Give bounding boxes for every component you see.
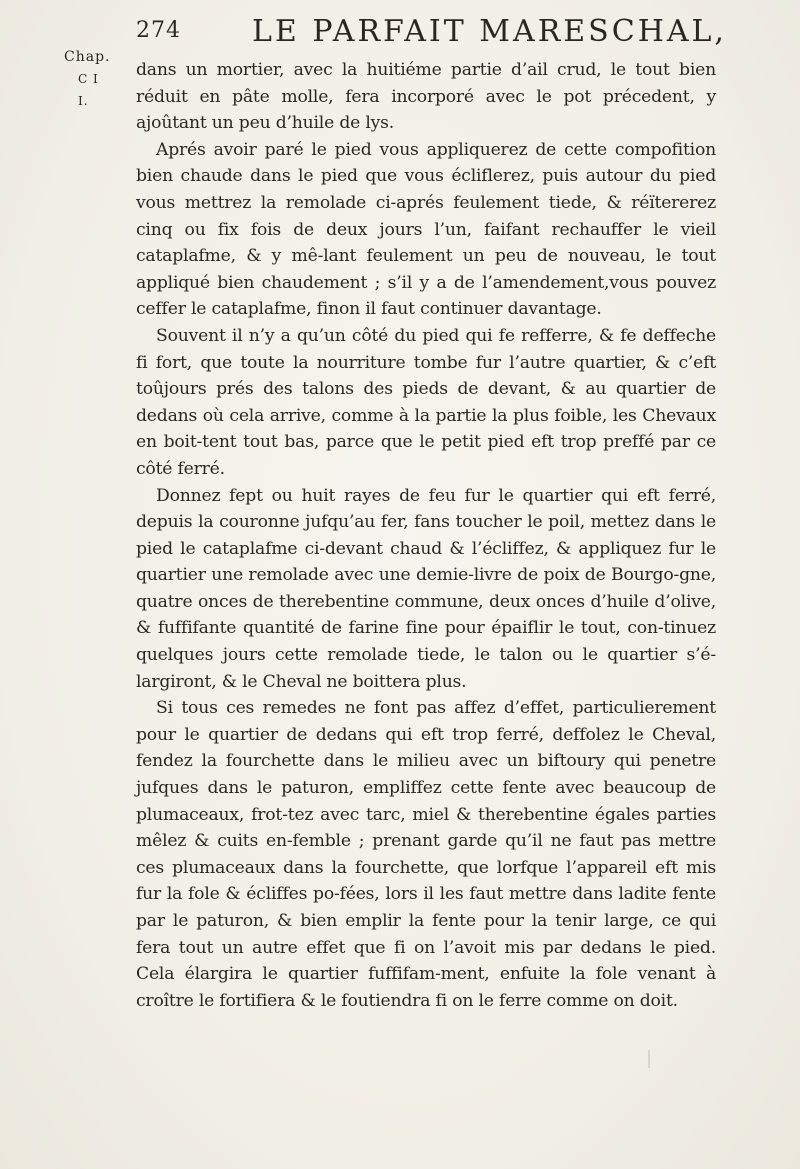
- paragraph: Aprés avoir paré le pied vous appliquerez de cette compofition bien chaude dans le pied que vous écliflerez, puis autour du pied vous mettrez la remolade ci-aprés feulement tiede, & réïtererez cinq ou fix fois de deux jours l’un, faifant rechauffer le vieil cataplafme, & y mê-lant feulement un peu de nouveau, le tout appliqué bien chaudement ; s’il y a de l’amendement,vous pouvez ceffer le cataplafme, finon il faut continuer davantage.: [136, 139, 716, 320]
- chapter-number: C I I.: [78, 72, 99, 108]
- paragraph-continuation: dans un mortier, avec la huitiéme partie d’ail crud, le tout bien réduit en pâte molle, fera incorporé avec le pot précedent, y ajoûtant un peu d’huile de lys.: [136, 60, 716, 134]
- running-title: LE PARFAIT MARESCHAL,: [252, 14, 727, 49]
- paragraph: Souvent il n’y a qu’un côté du pied qui fe refferre, & fe deffeche fi fort, que toute la nourriture tombe fur l’autre quartier, & c’eft toûjours prés des talons des pieds de devant, & au quartier de dedans où cela arrive, comme à la partie la plus foible, les Chevaux en boit-tent tout bas, parce que le petit pied eft trop preffé par ce côté ferré.: [136, 325, 716, 479]
- paper-mark: [648, 1050, 650, 1068]
- chapter-label: Chap.: [64, 49, 111, 65]
- chapter-marginal-note: [64, 46, 114, 112]
- body-text: [136, 57, 716, 1014]
- paragraph: Si tous ces remedes ne font pas affez d’effet, particulierement pour le quartier de dedans qui eft trop ferré, deffolez le Cheval, fendez la fourchette dans le milieu avec un biftoury qui penetre jufques dans le paturon, empliffez cette fente avec beaucoup de plumaceaux, frot-tez avec tarc, miel & therebentine égales parties mêlez & cuits en-femble ; prenant garde qu’il ne faut pas mettre ces plumaceaux dans la fourchette, que lorfque l’appareil eft mis fur la fole & écliffes po-fées, lors il les faut mettre dans ladite fente par le paturon, & bien emplir la fente pour la tenir large, ce qui fera tout un autre effet que fi on l’avoit mis par dedans le pied. Cela élargira le quartier fuffifam-ment, enfuite la fole venant à croître le fortifiera & le foutiendra fi on le ferre comme on doit.: [136, 698, 716, 1011]
- page-number: 274: [136, 18, 181, 43]
- paragraph: Donnez fept ou huit rayes de feu fur le quartier qui eft ferré, depuis la couronne jufqu’au fer, fans toucher le poil, mettez dans le pied le cataplafme ci-devant chaud & l’écliffez, & appliquez fur le quartier une remolade avec une demie-livre de poix de Bourgo-gne, quatre onces de therebentine commune, deux onces d’huile d’olive, & fuffifante quantité de farine fine pour épaiflir le tout, con-tinuez quelques jours cette remolade tiede, le talon ou le quartier s’é-largiront, & le Cheval ne boittera plus.: [136, 485, 716, 692]
